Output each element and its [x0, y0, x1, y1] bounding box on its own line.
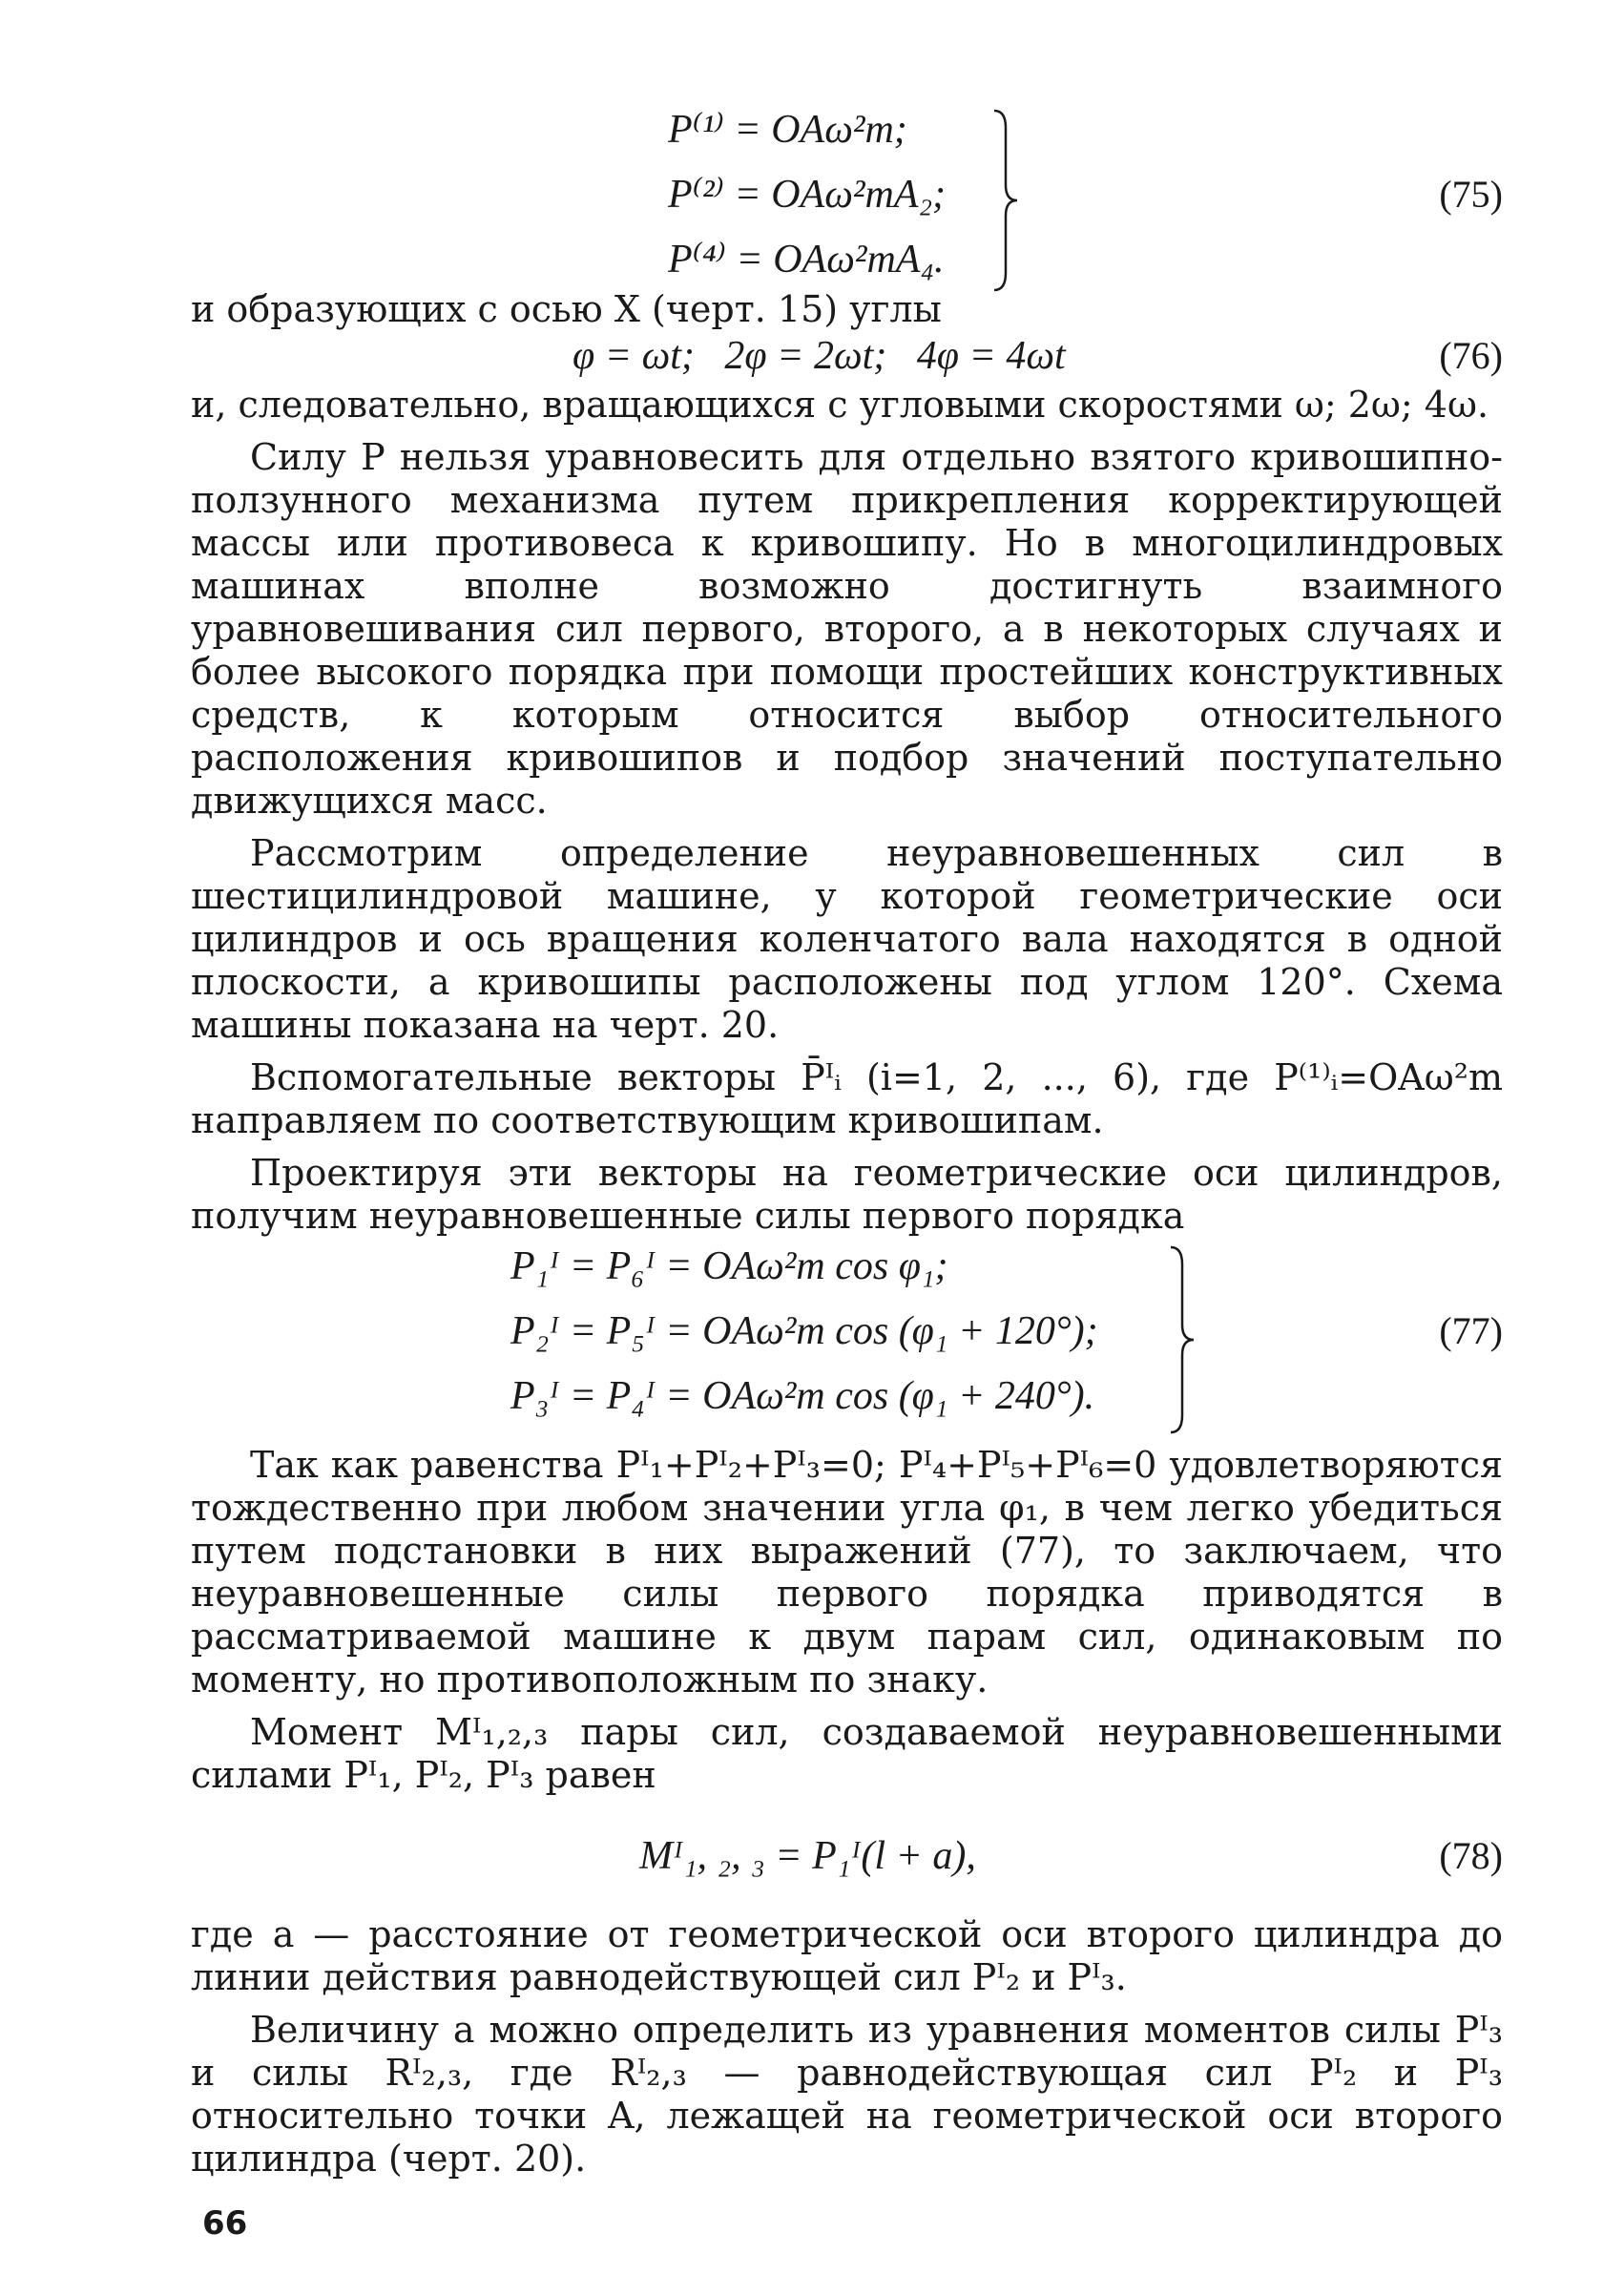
equation-78-number: (78) — [1439, 1834, 1503, 1877]
text-rotating: и, следовательно, вращающихся с угловыми скоростями ω; 2ω; 4ω. — [191, 384, 1489, 426]
equation-78-expr: Mᴵ₁, ₂, ₃ = P₁ᴵ(l + a), — [639, 1834, 976, 1878]
right-brace-icon — [1169, 1245, 1196, 1434]
right-brace-icon — [992, 109, 1019, 292]
equation-75-line-2: P⁽²⁾ = OAω²mA₂; — [668, 173, 947, 217]
paragraph-where: где a — расстояние от геометрической оси второго цилиндра до линии действия равнодействующей сил Pᴵ₂ и Pᴵ₃. — [191, 1913, 1503, 1998]
equation-75-block — [191, 105, 1503, 296]
equation-75-line-1: P⁽¹⁾ = OAω²m; — [668, 108, 907, 152]
paragraph-projecting: Проектируя эти векторы на геометрические оси цилиндров, получим неуравновешенные силы первого порядка — [191, 1152, 1503, 1237]
equation-76-number: (76) — [1439, 334, 1503, 377]
paragraph-vectors: Вспомогательные векторы P̄ᴵᵢ (i=1, 2, ..., 6), где P⁽¹⁾ᵢ=OAω²m направляем по соответствующим кривошипам. — [191, 1056, 1503, 1141]
paragraph-since: Так как равенства Pᴵ₁+Pᴵ₂+Pᴵ₃=0; Pᴵ₄+Pᴵ₅+Pᴵ₆=0 удовлетворяются тождественно при любом значении угла φ₁, в чем легко убедиться путем подстановки в них выражений (77), то заключаем, что неуравновешенные силы первого порядка приводятся в рассматриваемой машине к двум парам сил, одинаковым по моменту, но противоположным по знаку. — [191, 1444, 1503, 1701]
equation-77-line-2: P₂ᴵ = P₅ᴵ = OAω²m cos (φ₁ + 120°); — [510, 1309, 1098, 1353]
text-axis: и образующих с осью X (черт. 15) углы — [191, 288, 942, 330]
equation-76-block — [191, 331, 1503, 384]
equation-77-number: (77) — [1439, 1309, 1503, 1352]
paragraph-consider: Рассмотрим определение неуравновешенных сил в шестицилиндровой машине, у которой геометрические оси цилиндров и ось вращения коленчатого вала находятся в одной плоскости, а кривошипы расположены под углом 120°. Схема машины показана на черт. 20. — [191, 832, 1503, 1046]
paragraph-value: Величину a можно определить из уравнения моментов силы Pᴵ₃ и силы Rᴵ₂,₃, где Rᴵ₂,₃ — равнодействующая сил Pᴵ₂ и Pᴵ₃ относительно точки A, лежащей на геометрической оси второго цилиндра (черт. 20). — [191, 2009, 1503, 2180]
equation-77-line-3: P₃ᴵ = P₄ᴵ = OAω²m cos (φ₁ + 240°). — [510, 1374, 1095, 1418]
equation-77-line-1: P₁ᴵ = P₆ᴵ = OAω²m cos φ₁; — [510, 1244, 948, 1288]
equation-76-expr: φ = ωt; 2φ = 2ωt; 4φ = 4ωt — [572, 334, 1066, 378]
page-number: 66 — [202, 2204, 248, 2243]
page-body — [191, 105, 1503, 2181]
paragraph-moment: Момент Mᴵ₁,₂,₃ пары сил, создаваемой неуравновешенными силами Pᴵ₁, Pᴵ₂, Pᴵ₃ равен — [191, 1711, 1503, 1796]
equation-75-line-3: P⁽⁴⁾ = OAω²mA₄. — [668, 238, 945, 282]
equation-78-block — [191, 1797, 1503, 1902]
equation-75-number: (75) — [1439, 173, 1503, 216]
paragraph-force: Силу P нельзя уравновесить для отдельно взятого кривошипно-ползунного механизма путем прикрепления корректирующей массы или противовеса к кривошипу. Но в многоцилиндровых машинах вполне возможно достигнуть взаимного уравновешивания сил первого, второго, а в некоторых случаях и более высокого порядка при помощи простейших конструктивных средств, к которым относится выбор относительного расположения кривошипов и подбор значений поступательно движущихся масс. — [191, 436, 1503, 822]
equation-77-block — [191, 1243, 1503, 1444]
